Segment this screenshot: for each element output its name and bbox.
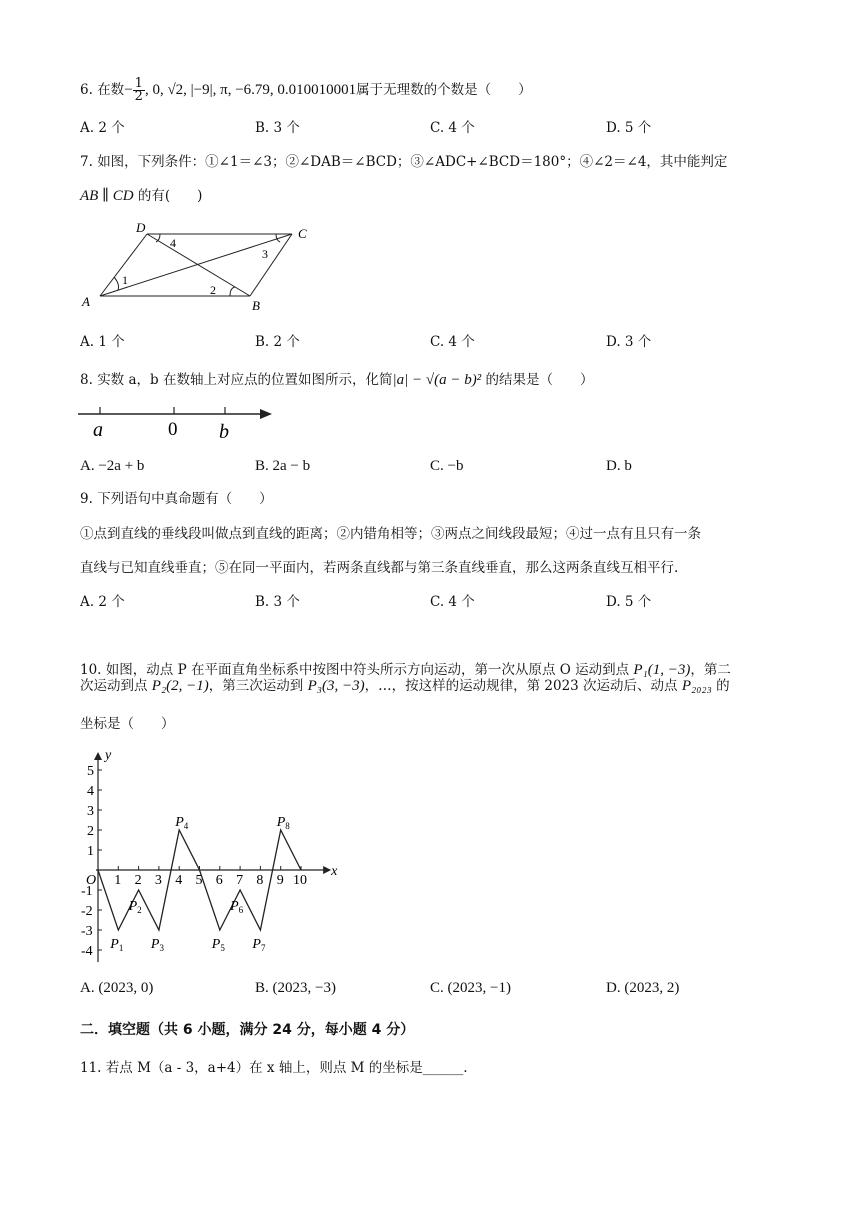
q8-option-d: D. b — [606, 458, 632, 474]
point-label-sub-p8: 8 — [285, 821, 290, 831]
q7-arc-4 — [156, 234, 160, 242]
q7-seg-bc — [250, 234, 292, 296]
q10-point-p3: P₃(3, −3) — [307, 678, 365, 694]
point-label-sub-p4: 4 — [183, 821, 189, 831]
x-tick-label-6: 6 — [215, 873, 223, 888]
q7-figure — [80, 222, 320, 314]
x-axis-label: x — [331, 864, 338, 879]
origin-label: O — [86, 873, 97, 888]
q11-number: 11. — [80, 1060, 102, 1076]
q10-stem-line3: 坐标是（ ） — [80, 716, 175, 732]
q10-option-c: C. (2023, −1) — [430, 980, 511, 996]
q6-option-d: D. 5 个 — [606, 120, 652, 136]
q11-text: 若点 M（a - 3，a+4）在 x 轴上，则点 M 的坐标是______. — [105, 1060, 468, 1076]
q7-seg-ac — [100, 234, 292, 296]
y-tick-label-1: 1 — [87, 844, 94, 859]
x-tick-label-3: 3 — [154, 873, 162, 888]
x-tick-label-8: 8 — [256, 873, 264, 888]
q7-option-a: A. 1 个 — [80, 334, 125, 350]
q7-option-d: D. 3 个 — [606, 334, 652, 350]
q8-number-line — [76, 402, 276, 444]
q6-fraction — [133, 78, 145, 103]
q7-question: 的有( ) — [133, 188, 203, 204]
q6-prefix: 在数 — [97, 82, 125, 98]
q8-axis-zero: 0 — [168, 419, 178, 440]
point-label-p6: $P_6$ — [230, 899, 244, 915]
q7-option-c: C. 4 个 — [430, 334, 475, 350]
x-tick-label-10: 10 — [293, 873, 307, 888]
q11-stem — [80, 1058, 468, 1078]
q10-point-p2: P₂(2, −1) — [151, 678, 209, 694]
q7-parallel-expr: AB ∥ CD — [80, 188, 134, 204]
q7-label-a: A — [82, 294, 90, 309]
q7-angle-2: 2 — [210, 283, 216, 297]
q10-point-p2023: P₂₀₂₃ — [681, 678, 712, 694]
q8-stem — [80, 370, 593, 390]
y-axis-label: y — [105, 748, 112, 763]
q6-frac-den: 2 — [134, 89, 143, 104]
y-tick-label-4: 4 — [87, 784, 94, 799]
q8-option-c: C. −b — [430, 458, 464, 474]
point-label-sub-p3: 3 — [159, 943, 164, 953]
q7-label-b: B — [252, 298, 260, 313]
q10-text-2d: 的 — [711, 678, 730, 694]
q6-suffix: 属于无理数的个数是（ ） — [356, 82, 532, 98]
q8-text: 实数 a，b 在数轴上对应点的位置如图所示，化简 — [97, 372, 393, 388]
y-tick-label--1: -1 — [81, 884, 93, 899]
q7-arc-1 — [114, 277, 119, 290]
q9-statements-2: 直线与已知直线垂直；⑤在同一平面内，若两条直线都与第三条直线垂直，那么这两条直线互相平行. — [80, 560, 679, 576]
q10-option-b: B. (2023, −3) — [255, 980, 336, 996]
y-tick-label-3: 3 — [87, 804, 94, 819]
q8-option-a: A. −2a + b — [80, 458, 145, 474]
q6-number: 6. — [80, 82, 93, 98]
x-tick-label-4: 4 — [175, 873, 183, 888]
q9-option-d: D. 5 个 — [606, 594, 652, 610]
x-tick-label-1: 1 — [114, 873, 122, 888]
q7-angle-1: 1 — [122, 273, 128, 287]
q9-option-b: B. 3 个 — [255, 594, 300, 610]
q7-arc-2 — [230, 287, 235, 296]
q6-option-b: B. 3 个 — [255, 120, 300, 136]
q8-number: 8. — [80, 372, 93, 388]
q9-option-c: C. 4 个 — [430, 594, 475, 610]
q7-number: 7. — [80, 154, 93, 170]
x-tick-label-5: 5 — [195, 873, 203, 888]
point-label-p3: $P_3$ — [150, 937, 164, 953]
section-2-heading: 二．填空题（共 6 小题，满分 24 分，每小题 4 分） — [80, 1022, 415, 1038]
q6-stem — [80, 78, 532, 103]
q10-chart — [80, 742, 340, 962]
q10-text-1a: 如图，动点 P 在平面直角坐标系中按图中符头所示方向运动，第一次从原点 O 运动到点 — [105, 662, 634, 678]
q7-angle-3: 3 — [262, 247, 268, 261]
q10-point-p1: P₁(1, −3) — [633, 662, 691, 678]
q10-text-2b: ，第三次运动到 — [208, 678, 308, 694]
point-label-sub-p5: 5 — [220, 943, 225, 953]
x-tick-label-9: 9 — [276, 873, 284, 888]
q6-option-a: A. 2 个 — [80, 120, 125, 136]
q9-stem — [80, 489, 273, 509]
y-axis-arrow — [94, 752, 102, 760]
point-label-sub-p1: 1 — [118, 943, 124, 953]
q9-number: 9. — [80, 491, 93, 507]
x-axis-arrow — [323, 866, 331, 874]
q8-option-b: B. 2a − b — [255, 458, 311, 474]
q7-angle-4: 4 — [170, 236, 176, 250]
y-tick-label--2: -2 — [81, 904, 93, 919]
q9-statements-1: ①点到直线的垂线段叫做点到直线的距离；②内错角相等；③两点之间线段最短；④过一点有且只有一条 — [80, 526, 701, 542]
q10-text-2c: ，…，按这样的运动规律，第 2023 次运动后、动点 — [364, 678, 682, 694]
q8-axis-b: b — [219, 421, 229, 443]
q10-text-1b: ，第二 — [690, 662, 731, 678]
point-label-sub-p6: 6 — [238, 905, 244, 915]
x-tick-label-7: 7 — [236, 873, 244, 888]
point-label-p4: $P_4$ — [175, 815, 189, 831]
point-label-p2: $P_2$ — [128, 899, 142, 915]
point-label-p1: $P_1$ — [110, 937, 124, 953]
point-label-sub-p7: 7 — [260, 943, 266, 953]
q8-suffix: 的结果是（ ） — [481, 372, 594, 388]
q10-text-2a: 次运动到点 — [80, 678, 152, 694]
q7-label-d: D — [136, 222, 146, 235]
q8-axis-a: a — [93, 419, 103, 441]
q6-frac-num: 1 — [134, 76, 143, 91]
point-label-p5: $P_5$ — [211, 937, 225, 953]
q7-stem-line2 — [80, 186, 202, 206]
q7-conditions: 如图，下列条件：①∠1＝∠3；②∠DAB＝∠BCD；③∠ADC+∠BCD＝180°；④∠2＝∠4，其中能判定 — [97, 154, 728, 170]
q6-number-list: , 0, √2, |−9|, π, −6.79, 0.010010001 — [144, 82, 357, 98]
q7-stem-line1 — [80, 152, 727, 172]
q7-label-c: C — [298, 226, 307, 241]
y-tick-label--4: -4 — [81, 944, 93, 959]
q8-expression: |a| − √(a − b)² — [392, 372, 482, 388]
y-tick-label--3: -3 — [81, 924, 93, 939]
q10-option-a: A. (2023, 0) — [80, 980, 154, 996]
q6-minus: − — [124, 82, 133, 98]
point-label-sub-p2: 2 — [137, 905, 142, 915]
q10-stem-line2 — [80, 676, 730, 696]
q10-number: 10. — [80, 662, 102, 678]
q9-option-a: A. 2 个 — [80, 594, 125, 610]
q10-option-d: D. (2023, 2) — [606, 980, 680, 996]
y-tick-label-2: 2 — [87, 824, 94, 839]
point-label-p8: $P_8$ — [276, 815, 290, 831]
q6-option-c: C. 4 个 — [430, 120, 475, 136]
q7-option-b: B. 2 个 — [255, 334, 300, 350]
point-label-p7: $P_7$ — [252, 937, 266, 953]
y-tick-label-5: 5 — [87, 764, 94, 779]
q9-text: 下列语句中真命题有（ ） — [97, 491, 273, 507]
x-tick-label-2: 2 — [134, 873, 142, 888]
